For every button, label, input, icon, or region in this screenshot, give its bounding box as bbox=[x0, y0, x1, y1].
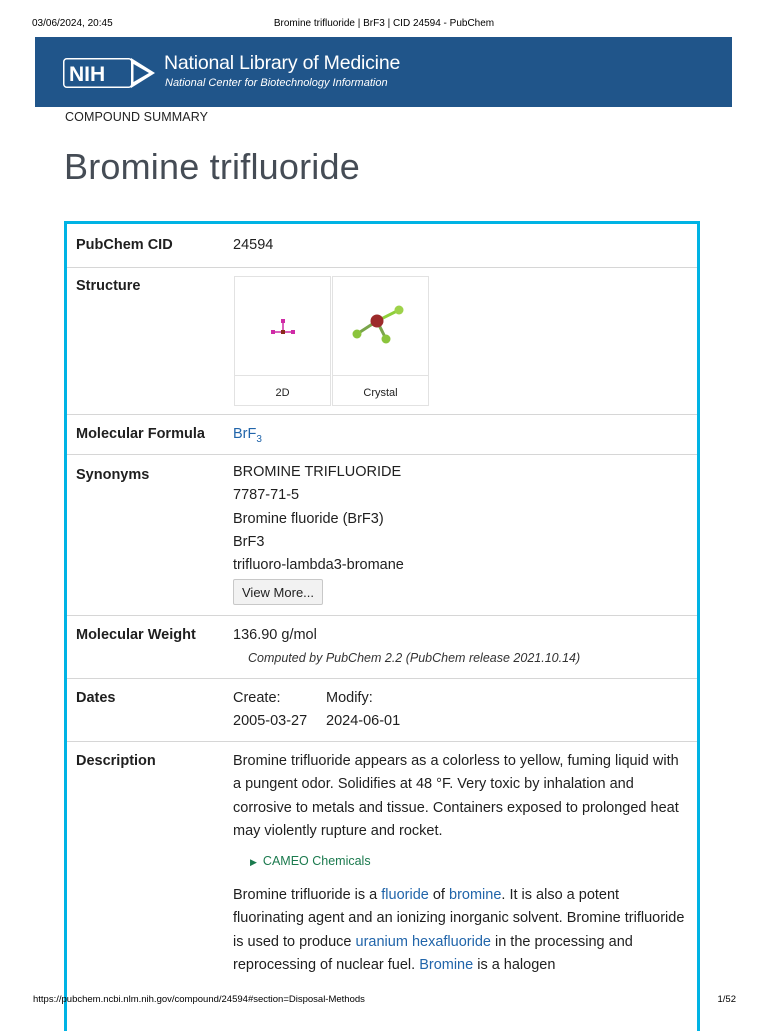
row-synonyms bbox=[67, 454, 697, 616]
label-structure: Structure bbox=[76, 278, 141, 294]
synonym-item: Bromine fluoride (BrF3) bbox=[233, 511, 384, 527]
synonym-item: BROMINE TRIFLUORIDE bbox=[233, 464, 402, 480]
structure-crystal-icon bbox=[333, 277, 428, 375]
description-paragraph-2: Bromine trifluoride is a fluoride of bromine. It is also a potent fluorinating agent and an ionizing inorganic solvent. Bromine trifluoride is used to produce uranium hexafluoride in the processing and reprocessing of nuclear fuel. Bromine is a halogen bbox=[233, 887, 685, 973]
print-header bbox=[0, 0, 768, 34]
banner-title[interactable]: National Library of Medicine bbox=[164, 52, 401, 74]
value-weight: 136.90 g/mol bbox=[233, 627, 317, 643]
row-pubchem-cid bbox=[67, 224, 697, 268]
row-dates bbox=[67, 678, 697, 742]
row-structure bbox=[67, 267, 697, 415]
structure-crystal-thumb[interactable] bbox=[332, 276, 429, 406]
nih-logo-icon[interactable] bbox=[63, 54, 157, 92]
link-fluoride[interactable]: fluoride bbox=[381, 887, 429, 903]
nlm-banner[interactable] bbox=[35, 37, 732, 107]
formula-base: BrF bbox=[233, 426, 257, 442]
label-formula: Molecular Formula bbox=[76, 426, 205, 442]
label-synonyms: Synonyms bbox=[76, 467, 150, 483]
modify-label: Modify: bbox=[326, 690, 373, 706]
banner-subtitle: National Center for Biotechnology Information bbox=[165, 77, 388, 89]
cameo-source-toggle[interactable] bbox=[250, 854, 371, 868]
label-cid: PubChem CID bbox=[76, 237, 173, 253]
triangle-right-icon: ▶ bbox=[250, 857, 257, 867]
section-kicker: COMPOUND SUMMARY bbox=[65, 110, 209, 124]
modify-date: 2024-06-01 bbox=[326, 713, 401, 729]
structure-2d-thumb[interactable] bbox=[234, 276, 331, 406]
page-title: Bromine trifluoride bbox=[64, 146, 360, 187]
row-description bbox=[67, 741, 697, 1031]
computed-note: Computed by PubChem 2.2 (PubChem release 2021.10.14) bbox=[248, 651, 581, 665]
nih-logo-text: NIH bbox=[69, 63, 106, 86]
cameo-source-label: CAMEO Chemicals bbox=[262, 854, 371, 868]
value-cid: 24594 bbox=[233, 237, 274, 253]
row-molecular-formula bbox=[67, 414, 697, 455]
description-paragraph-1: Bromine trifluoride appears as a colorless to yellow, fuming liquid with a pungent odor. Solidifies at 48 °F. Very toxic by inhalation and corrosive to metals and tissue. Containers exposed to prolonged heat may violently rupture and rocket. bbox=[233, 753, 679, 839]
row-molecular-weight bbox=[67, 615, 697, 679]
link-uranium-hexafluoride[interactable]: uranium hexafluoride bbox=[355, 933, 491, 950]
print-url: https://pubchem.ncbi.nlm.nih.gov/compound/24594#section=Disposal-Methods bbox=[33, 994, 365, 1005]
print-page-number: 1/52 bbox=[717, 994, 736, 1005]
create-date: 2005-03-27 bbox=[233, 713, 308, 729]
label-weight: Molecular Weight bbox=[76, 627, 196, 643]
structure-2d-icon bbox=[235, 277, 330, 375]
formula-subscript: 3 bbox=[256, 433, 262, 445]
caption-2d: 2D bbox=[275, 387, 290, 399]
print-datetime: 03/06/2024, 20:45 bbox=[32, 18, 113, 29]
link-bromine-2[interactable]: Bromine bbox=[419, 956, 474, 973]
summary-table bbox=[64, 221, 700, 1031]
view-more-button[interactable]: View More... bbox=[233, 579, 323, 605]
synonym-item: 7787-71-5 bbox=[233, 487, 300, 503]
link-bromine[interactable]: bromine bbox=[449, 887, 502, 903]
synonym-item: trifluoro-lambda3-bromane bbox=[233, 557, 404, 573]
create-label: Create: bbox=[233, 690, 281, 706]
label-dates: Dates bbox=[76, 690, 116, 706]
caption-crystal: Crystal bbox=[363, 387, 398, 399]
print-page-title: Bromine trifluoride | BrF3 | CID 24594 - PubChem bbox=[273, 18, 495, 29]
synonym-item: BrF3 bbox=[233, 534, 265, 550]
formula-link[interactable] bbox=[233, 426, 262, 445]
label-description: Description bbox=[76, 753, 156, 769]
